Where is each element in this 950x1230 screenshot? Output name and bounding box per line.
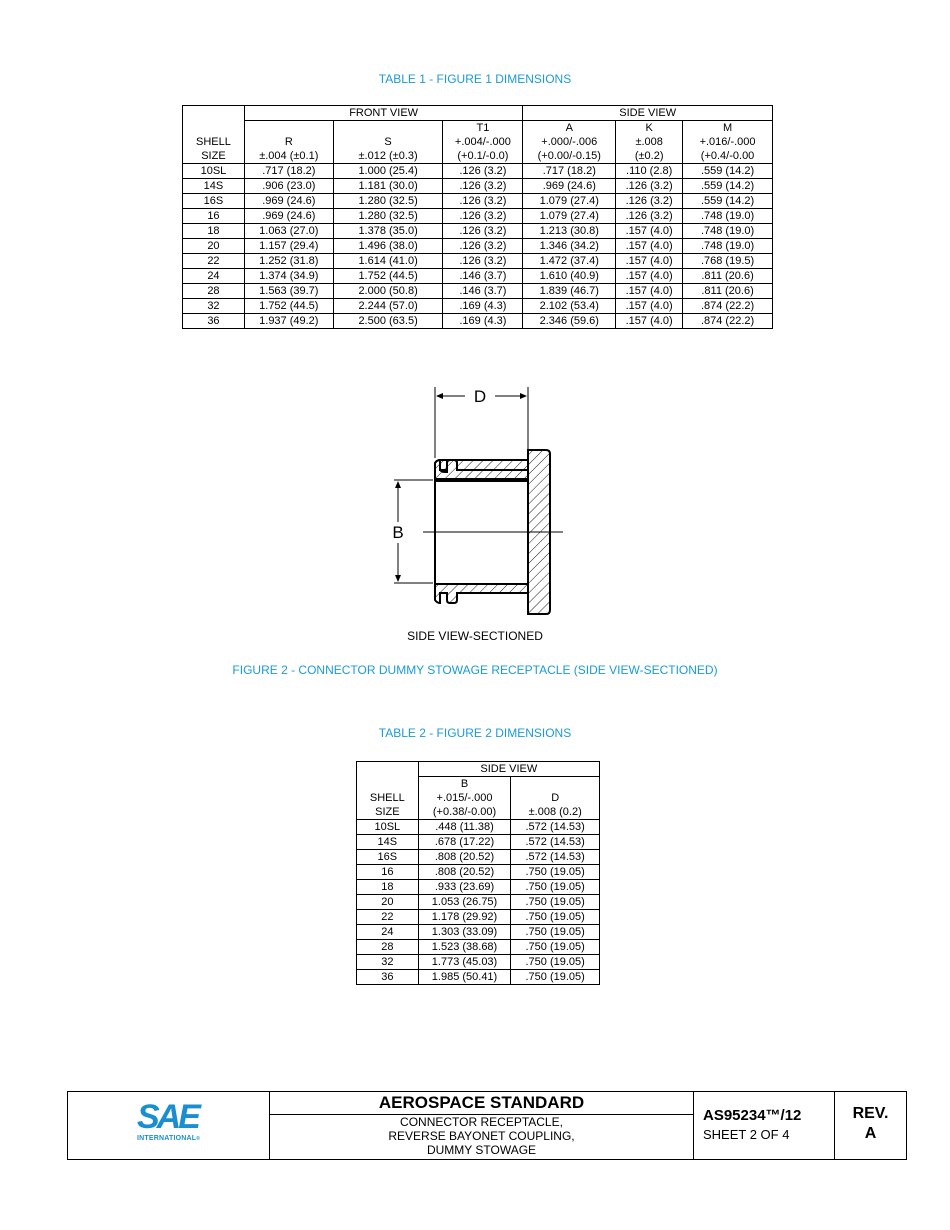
table-row xyxy=(183,314,773,329)
dimension-cell: .572 (14.53) xyxy=(511,835,600,850)
logo-cell xyxy=(68,1092,270,1159)
table1 xyxy=(182,105,773,329)
shell-size-cell: 24 xyxy=(357,925,419,940)
col-r-label: R xyxy=(244,135,333,149)
dimension-cell: .717 (18.2) xyxy=(523,164,616,179)
dimension-cell: .126 (3.2) xyxy=(443,209,523,224)
rev-label: REV. xyxy=(852,1105,889,1122)
table1-shell-label: SHELL xyxy=(183,135,245,149)
col-k-tol1: ±.008 xyxy=(616,135,683,149)
dimension-cell: 1.523 (38.68) xyxy=(418,940,511,955)
shell-size-cell: 28 xyxy=(183,284,245,299)
dimension-cell: .126 (3.2) xyxy=(443,224,523,239)
dimension-cell: .874 (22.2) xyxy=(683,299,773,314)
col-s-tol2: ±.012 (±0.3) xyxy=(333,149,443,164)
dimension-cell: .811 (20.6) xyxy=(683,284,773,299)
dimension-cell: .750 (19.05) xyxy=(511,970,600,985)
dimension-cell: .808 (20.52) xyxy=(418,850,511,865)
table2-size-label: SIZE xyxy=(357,805,419,820)
dim-d-label: D xyxy=(473,387,487,406)
shell-size-cell: 36 xyxy=(357,970,419,985)
sheet-number: SHEET 2 OF 4 xyxy=(703,1127,790,1142)
table1-caption: TABLE 1 - FIGURE 1 DIMENSIONS xyxy=(378,72,572,86)
dimension-cell: .559 (14.2) xyxy=(683,194,773,209)
dimension-cell: .717 (18.2) xyxy=(244,164,333,179)
col-a-tol1: +.000/-.006 xyxy=(523,135,616,149)
dimension-cell: 1.985 (50.41) xyxy=(418,970,511,985)
dimension-cell: .126 (3.2) xyxy=(443,164,523,179)
table-row xyxy=(357,820,600,835)
table2-caption: TABLE 2 - FIGURE 2 DIMENSIONS xyxy=(378,726,572,740)
dimension-cell: 2.500 (63.5) xyxy=(333,314,443,329)
table-row xyxy=(183,179,773,194)
figure2-view-label: SIDE VIEW-SECTIONED xyxy=(407,629,543,643)
col-d-name: D xyxy=(511,791,600,805)
shell-size-cell: 14S xyxy=(183,179,245,194)
col-m-tol1: +.016/-.000 xyxy=(683,135,773,149)
dimension-cell: .157 (4.0) xyxy=(616,254,683,269)
dim-b-label: B xyxy=(392,523,404,542)
dimension-cell: 1.773 (45.03) xyxy=(418,955,511,970)
shell-size-cell: 20 xyxy=(357,895,419,910)
dimension-cell: 1.614 (41.0) xyxy=(333,254,443,269)
shell-size-cell: 28 xyxy=(357,940,419,955)
dimension-cell: .969 (24.6) xyxy=(244,209,333,224)
dimension-cell: .559 (14.2) xyxy=(683,179,773,194)
dimension-cell: 1.374 (34.9) xyxy=(244,269,333,284)
dimension-cell: 1.063 (27.0) xyxy=(244,224,333,239)
dimension-cell: .808 (20.52) xyxy=(418,865,511,880)
dimension-cell: .750 (19.05) xyxy=(511,955,600,970)
table-row xyxy=(357,910,600,925)
dimension-cell: 1.752 (44.5) xyxy=(244,299,333,314)
shell-size-cell: 16 xyxy=(183,209,245,224)
dimension-cell: .126 (3.2) xyxy=(443,194,523,209)
shell-size-cell: 18 xyxy=(357,880,419,895)
dimension-cell: .169 (4.3) xyxy=(443,314,523,329)
dimension-cell: .110 (2.8) xyxy=(616,164,683,179)
dimension-cell: 1.496 (38.0) xyxy=(333,239,443,254)
sae-logo: SAE xyxy=(137,1098,198,1136)
shell-size-cell: 16 xyxy=(357,865,419,880)
figure2-caption: FIGURE 2 - CONNECTOR DUMMY STOWAGE RECEPTACLE (SIDE VIEW-SECTIONED) xyxy=(232,663,718,677)
table1-corner xyxy=(183,106,245,121)
shell-size-cell: 16S xyxy=(357,850,419,865)
dimension-cell: .157 (4.0) xyxy=(616,224,683,239)
table1-group-front: FRONT VIEW xyxy=(244,106,522,121)
dimension-cell: .750 (19.05) xyxy=(511,910,600,925)
col-s-name xyxy=(333,121,443,136)
dimension-cell: 1.610 (40.9) xyxy=(523,269,616,284)
dimension-cell: 1.472 (37.4) xyxy=(523,254,616,269)
dimension-cell: .157 (4.0) xyxy=(616,299,683,314)
dimension-cell: .748 (19.0) xyxy=(683,209,773,224)
shell-size-cell: 10SL xyxy=(357,820,419,835)
dimension-cell: .126 (3.2) xyxy=(443,254,523,269)
dimension-cell: 1.937 (49.2) xyxy=(244,314,333,329)
table2-group-side: SIDE VIEW xyxy=(418,762,599,777)
col-a-tol2: (+0.00/-0.15) xyxy=(523,149,616,164)
table-row xyxy=(183,224,773,239)
shell-size-cell: 14S xyxy=(357,835,419,850)
dimension-cell: 1.000 (25.4) xyxy=(333,164,443,179)
table-row xyxy=(183,194,773,209)
shell-size-cell: 32 xyxy=(183,299,245,314)
dimension-cell: .874 (22.2) xyxy=(683,314,773,329)
dimension-cell: .748 (19.0) xyxy=(683,224,773,239)
dimension-cell: 2.346 (59.6) xyxy=(523,314,616,329)
table1-size-label: SIZE xyxy=(183,149,245,164)
dimension-cell: 1.839 (46.7) xyxy=(523,284,616,299)
dimension-cell: .146 (3.7) xyxy=(443,269,523,284)
title-cell xyxy=(270,1092,694,1159)
table-row xyxy=(357,970,600,985)
dimension-cell: 1.752 (44.5) xyxy=(333,269,443,284)
sae-logo-sub: INTERNATIONAL® xyxy=(137,1135,201,1142)
col-a-name: A xyxy=(523,121,616,136)
col-b-tol2: (+0.38/-0.00) xyxy=(418,805,511,820)
dimension-cell: 2.102 (53.4) xyxy=(523,299,616,314)
dimension-cell: 1.157 (29.4) xyxy=(244,239,333,254)
dimension-cell: .768 (19.5) xyxy=(683,254,773,269)
dimension-cell: .933 (23.69) xyxy=(418,880,511,895)
dimension-cell: 1.213 (30.8) xyxy=(523,224,616,239)
table1-group-side: SIDE VIEW xyxy=(523,106,773,121)
table-row xyxy=(357,925,600,940)
col-k-tol2: (±0.2) xyxy=(616,149,683,164)
col-m-name: M xyxy=(683,121,773,136)
dimension-cell: .748 (19.0) xyxy=(683,239,773,254)
table-row xyxy=(357,850,600,865)
table-row xyxy=(357,940,600,955)
dimension-cell: .678 (17.22) xyxy=(418,835,511,850)
col-r-name xyxy=(244,121,333,136)
dimension-cell: .126 (3.2) xyxy=(443,179,523,194)
dimension-cell: .572 (14.53) xyxy=(511,820,600,835)
shell-size-cell: 32 xyxy=(357,955,419,970)
col-d-tol: ±.008 (0.2) xyxy=(511,805,600,820)
shell-size-cell: 20 xyxy=(183,239,245,254)
dimension-cell: .146 (3.7) xyxy=(443,284,523,299)
col-s-label: S xyxy=(333,135,443,149)
table-row xyxy=(183,164,773,179)
dimension-cell: .157 (4.0) xyxy=(616,269,683,284)
dimension-cell: 1.280 (32.5) xyxy=(333,209,443,224)
dimension-cell: .126 (3.2) xyxy=(616,209,683,224)
figure2-drawing xyxy=(385,380,570,620)
dimension-cell: .750 (19.05) xyxy=(511,925,600,940)
dimension-cell: .126 (3.2) xyxy=(443,239,523,254)
dimension-cell: .750 (19.05) xyxy=(511,895,600,910)
dimension-cell: 1.346 (34.2) xyxy=(523,239,616,254)
dimension-cell: .750 (19.05) xyxy=(511,880,600,895)
dimension-cell: 1.181 (30.0) xyxy=(333,179,443,194)
title-block xyxy=(67,1091,907,1160)
dimension-cell: .126 (3.2) xyxy=(616,179,683,194)
dimension-cell: .157 (4.0) xyxy=(616,314,683,329)
dimension-cell: 1.178 (29.92) xyxy=(418,910,511,925)
table-row xyxy=(357,880,600,895)
dimension-cell: .126 (3.2) xyxy=(616,194,683,209)
dimension-cell: .750 (19.05) xyxy=(511,940,600,955)
dimension-cell: 2.000 (50.8) xyxy=(333,284,443,299)
table2-shell-label: SHELL xyxy=(357,791,419,805)
dimension-cell: 1.563 (39.7) xyxy=(244,284,333,299)
shell-size-cell: 36 xyxy=(183,314,245,329)
dimension-cell: 1.303 (33.09) xyxy=(418,925,511,940)
dimension-cell: .906 (23.0) xyxy=(244,179,333,194)
table-row xyxy=(183,254,773,269)
docnum-cell xyxy=(694,1092,835,1159)
col-t1-tol2: (+0.1/-0.0) xyxy=(443,149,523,164)
rev-cell xyxy=(835,1092,906,1159)
col-k-name: K xyxy=(616,121,683,136)
col-b-name: B xyxy=(418,777,511,792)
table-row xyxy=(357,865,600,880)
dimension-cell: .969 (24.6) xyxy=(523,179,616,194)
shell-size-cell: 22 xyxy=(183,254,245,269)
shell-size-cell: 22 xyxy=(357,910,419,925)
dimension-cell: 1.079 (27.4) xyxy=(523,194,616,209)
col-m-tol2: (+0.4/-0.00 xyxy=(683,149,773,164)
table-row xyxy=(357,955,600,970)
table-row xyxy=(183,209,773,224)
dimension-cell: .559 (14.2) xyxy=(683,164,773,179)
dimension-cell: 1.053 (26.75) xyxy=(418,895,511,910)
shell-size-cell: 10SL xyxy=(183,164,245,179)
standard-heading: AEROSPACE STANDARD xyxy=(270,1092,693,1115)
table-row xyxy=(183,239,773,254)
shell-size-cell: 24 xyxy=(183,269,245,284)
dimension-cell: 1.252 (31.8) xyxy=(244,254,333,269)
dimension-cell: 2.244 (57.0) xyxy=(333,299,443,314)
table-row xyxy=(183,284,773,299)
col-r-tol2: ±.004 (±0.1) xyxy=(244,149,333,164)
dimension-cell: 1.378 (35.0) xyxy=(333,224,443,239)
col-t1-name: T1 xyxy=(443,121,523,136)
standard-subtitle: CONNECTOR RECEPTACLE, REVERSE BAYONET COUPLING, DUMMY STOWAGE xyxy=(388,1115,575,1157)
table-row xyxy=(183,299,773,314)
dimension-cell: .572 (14.53) xyxy=(511,850,600,865)
col-t1-tol1: +.004/-.000 xyxy=(443,135,523,149)
table2 xyxy=(356,761,600,985)
shell-size-cell: 16S xyxy=(183,194,245,209)
dimension-cell: 1.079 (27.4) xyxy=(523,209,616,224)
col-b-tol1: +.015/-.000 xyxy=(418,791,511,805)
dimension-cell: .157 (4.0) xyxy=(616,239,683,254)
dimension-cell: .811 (20.6) xyxy=(683,269,773,284)
table-row xyxy=(183,269,773,284)
dimension-cell: .169 (4.3) xyxy=(443,299,523,314)
dimension-cell: 1.280 (32.5) xyxy=(333,194,443,209)
rev-value: A xyxy=(864,1125,877,1142)
dimension-cell: .157 (4.0) xyxy=(616,284,683,299)
doc-number: AS95234™/12 xyxy=(703,1107,802,1124)
shell-size-cell: 18 xyxy=(183,224,245,239)
dimension-cell: .969 (24.6) xyxy=(244,194,333,209)
dimension-cell: .448 (11.38) xyxy=(418,820,511,835)
table-row xyxy=(357,895,600,910)
dimension-cell: .750 (19.05) xyxy=(511,865,600,880)
table-row xyxy=(357,835,600,850)
